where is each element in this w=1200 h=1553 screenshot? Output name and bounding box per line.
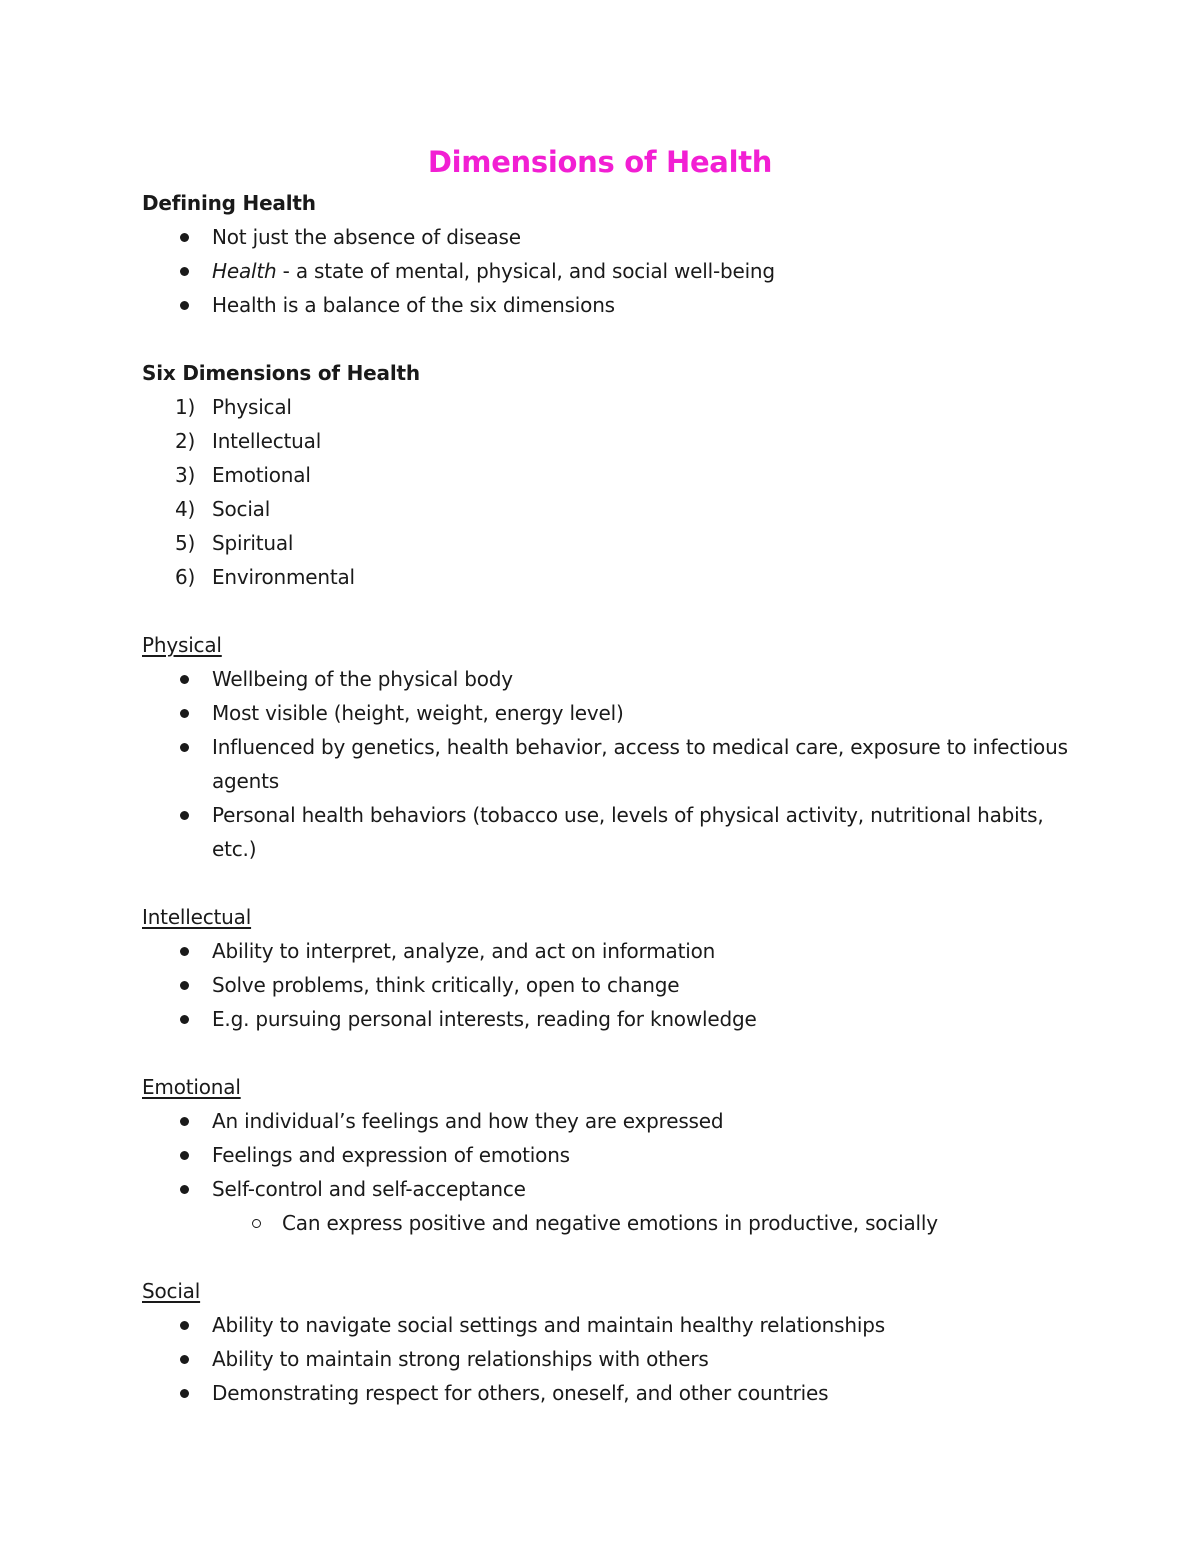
list-item [142,1308,1082,1342]
bullet-icon [180,947,189,956]
emotional-list [142,1104,1082,1240]
item-number: 6) [175,565,196,589]
item-number: 5) [175,531,196,555]
bullet-icon [180,743,189,752]
bullet-icon [180,267,189,276]
list-item-text: E.g. pursuing personal interests, reading for knowledge [212,1007,757,1031]
list-item-text: Ability to interpret, analyze, and act on information [212,939,716,963]
list-item-text: Influenced by genetics, health behavior, access to medical care, exposure to infectious agents [212,735,1068,793]
list-item-text: Emotional [212,463,311,487]
bullet-icon [180,709,189,718]
list-item-text: Intellectual [212,429,322,453]
list-item-text: Health is a balance of the six dimensions [212,293,615,317]
bullet-icon [180,301,189,310]
bullet-icon [180,1117,189,1126]
list-item [142,1002,1082,1036]
six-dimensions-list [142,390,1082,594]
defining-health-list [142,220,1082,322]
item-number: 3) [175,463,196,487]
list-item-text: Solve problems, think critically, open to change [212,973,680,997]
health-term: Health [212,259,277,283]
item-number: 4) [175,497,196,521]
page-title: Dimensions of Health [427,145,773,179]
physical-list [142,662,1082,866]
numbered-item [142,492,1082,526]
list-item [142,730,1082,798]
list-item [142,220,1082,254]
numbered-item [142,560,1082,594]
bullet-icon [180,1321,189,1330]
list-item-text: Physical [212,395,292,419]
numbered-item [142,390,1082,424]
bullet-icon [180,1015,189,1024]
item-number: 2) [175,429,196,453]
list-item [142,934,1082,968]
numbered-item [142,424,1082,458]
list-item [142,254,1082,288]
bullet-icon [180,1389,189,1398]
six-dimensions-heading: Six Dimensions of Health [142,361,420,385]
list-item [142,1376,1082,1410]
health-definition: - a state of mental, physical, and social well-being [276,259,775,283]
bullet-icon [180,233,189,242]
hollow-bullet-icon [252,1219,261,1228]
list-item-text: Demonstrating respect for others, oneself, and other countries [212,1381,829,1405]
sub-list-item [142,1206,1082,1240]
list-item-text: Social [212,497,271,521]
document-body [142,186,1082,1410]
list-item-text: Ability to navigate social settings and maintain healthy relationships [212,1313,885,1337]
bullet-icon [180,1185,189,1194]
list-item [142,968,1082,1002]
physical-heading: Physical [142,633,222,657]
list-item [142,1138,1082,1172]
intellectual-list [142,934,1082,1036]
list-item-text: Feelings and expression of emotions [212,1143,570,1167]
bullet-icon [180,811,189,820]
emotional-heading: Emotional [142,1075,241,1099]
list-item [142,1172,1082,1206]
list-item [142,1342,1082,1376]
defining-health-heading: Defining Health [142,191,316,215]
list-item-text: Not just the absence of disease [212,225,521,249]
bullet-icon [180,675,189,684]
bullet-icon [180,1355,189,1364]
social-heading: Social [142,1279,201,1303]
list-item-text: Wellbeing of the physical body [212,667,513,691]
list-item [142,662,1082,696]
list-item [142,798,1082,866]
list-item-text: Environmental [212,565,355,589]
list-item-text: Can express positive and negative emotions in productive, socially [282,1211,938,1235]
list-item [142,1104,1082,1138]
list-item-text: Self-control and self-acceptance [212,1177,526,1201]
list-item [142,696,1082,730]
numbered-item [142,458,1082,492]
bullet-icon [180,1151,189,1160]
list-item-text: Most visible (height, weight, energy level) [212,701,624,725]
item-number: 1) [175,395,196,419]
list-item-text: Ability to maintain strong relationships with others [212,1347,709,1371]
bullet-icon [180,981,189,990]
social-list [142,1308,1082,1410]
intellectual-heading: Intellectual [142,905,252,929]
list-item-text: Spiritual [212,531,294,555]
list-item [142,288,1082,322]
list-item-text: Personal health behaviors (tobacco use, levels of physical activity, nutritional habits, etc.) [212,803,1044,861]
list-item-text: An individual’s feelings and how they are expressed [212,1109,724,1133]
numbered-item [142,526,1082,560]
